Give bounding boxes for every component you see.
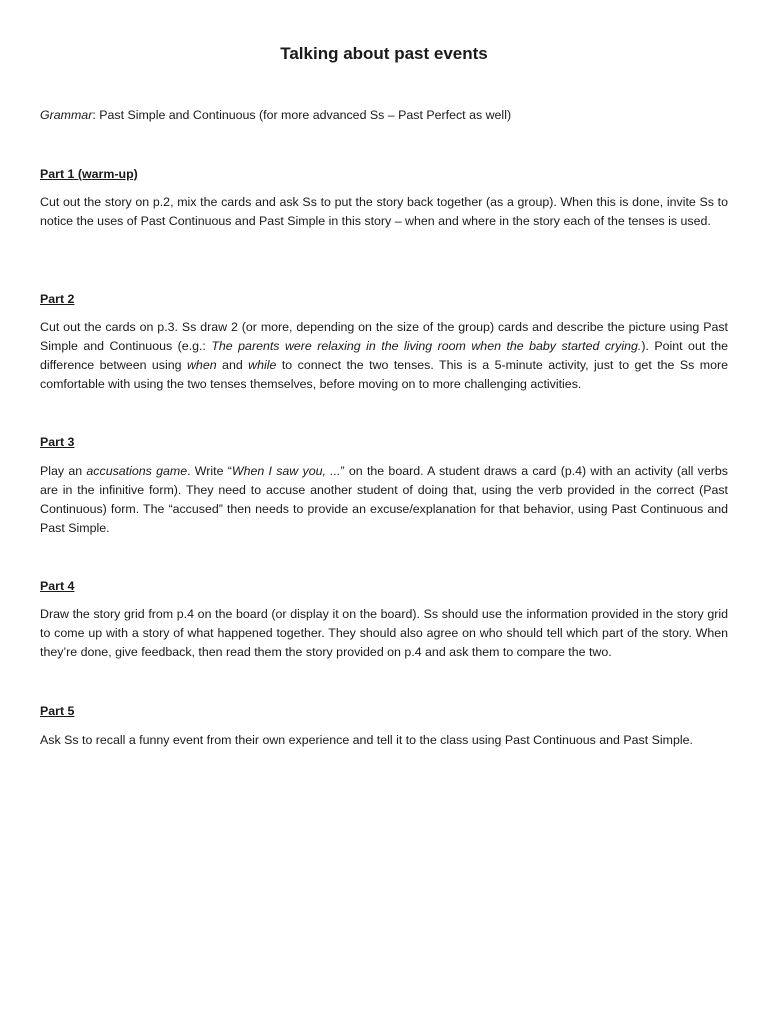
- part-5-heading: Part 5: [40, 704, 75, 718]
- part-2-word-when: when: [186, 358, 217, 372]
- part-2-text: [40, 318, 728, 394]
- part-4-text: Draw the story grid from p.4 on the board (or display it on the board). Ss should use the information provided in the story grid to come up with a story of what happened together. They should also agree on who should tell which part of the story. When they’re done, give feedback, then read them the story provided on p.4 and ask them to compare the two.: [40, 607, 728, 659]
- part-3-game: accusations game: [86, 464, 188, 478]
- grammar-text: Past Simple and Continuous (for more advanced Ss – Past Perfect as well): [95, 108, 512, 122]
- grammar-line: [40, 106, 728, 125]
- part-2-heading: Part 2: [40, 292, 75, 306]
- part-1-heading: Part 1 (warm-up): [40, 167, 138, 181]
- part-3-quote: When I saw you, ...: [231, 464, 341, 478]
- part-2-text-b: ). Point out the difference between using: [40, 339, 728, 372]
- part-2-example: The parents were relaxing in the living room when the baby started crying.: [211, 339, 642, 353]
- part-3-text-a: Play an: [40, 464, 87, 478]
- grammar-colon: :: [92, 108, 96, 122]
- part-2-text-a: Cut out the cards on p.3. Ss draw 2 (or more, depending on the size of the group) cards and describe the picture using Past Simple and Continuous (e.g.:: [40, 320, 728, 353]
- part-2-text-d: to connect the two tenses. This is a 5-minute activity, just to get the Ss more comfortable with using the two tenses themselves, before moving on to more challenging activities.: [40, 358, 728, 391]
- part-5-text: Ask Ss to recall a funny event from their own experience and tell it to the class using Past Continuous and Past Simple.: [40, 733, 693, 747]
- part-1-text: Cut out the story on p.2, mix the cards and ask Ss to put the story back together (as a group). When this is done, invite Ss to notice the uses of Past Continuous and Past Simple in this story – when and where in the story each of the tenses is used.: [40, 195, 728, 228]
- part-2-word-while: while: [248, 358, 277, 372]
- part-4-heading: Part 4: [40, 579, 75, 593]
- part-3-text: [40, 462, 728, 538]
- part-3-text-c: ” on the board. A student draws a card (p.4) with an activity (all verbs are in the infinitive form). They need to accuse another student of doing that, using the verb provided in the correct (Past Continuous) form. The “accused” then needs to provide an excuse/explanation for that behavior, using Past Continuous and Past Simple.: [40, 464, 728, 535]
- grammar-label: Grammar: [40, 108, 93, 122]
- part-2-text-c: and: [216, 358, 249, 372]
- page-title: Talking about past events: [280, 44, 488, 63]
- part-3-heading: Part 3: [40, 435, 75, 449]
- part-3-text-b: . Write “: [187, 464, 232, 478]
